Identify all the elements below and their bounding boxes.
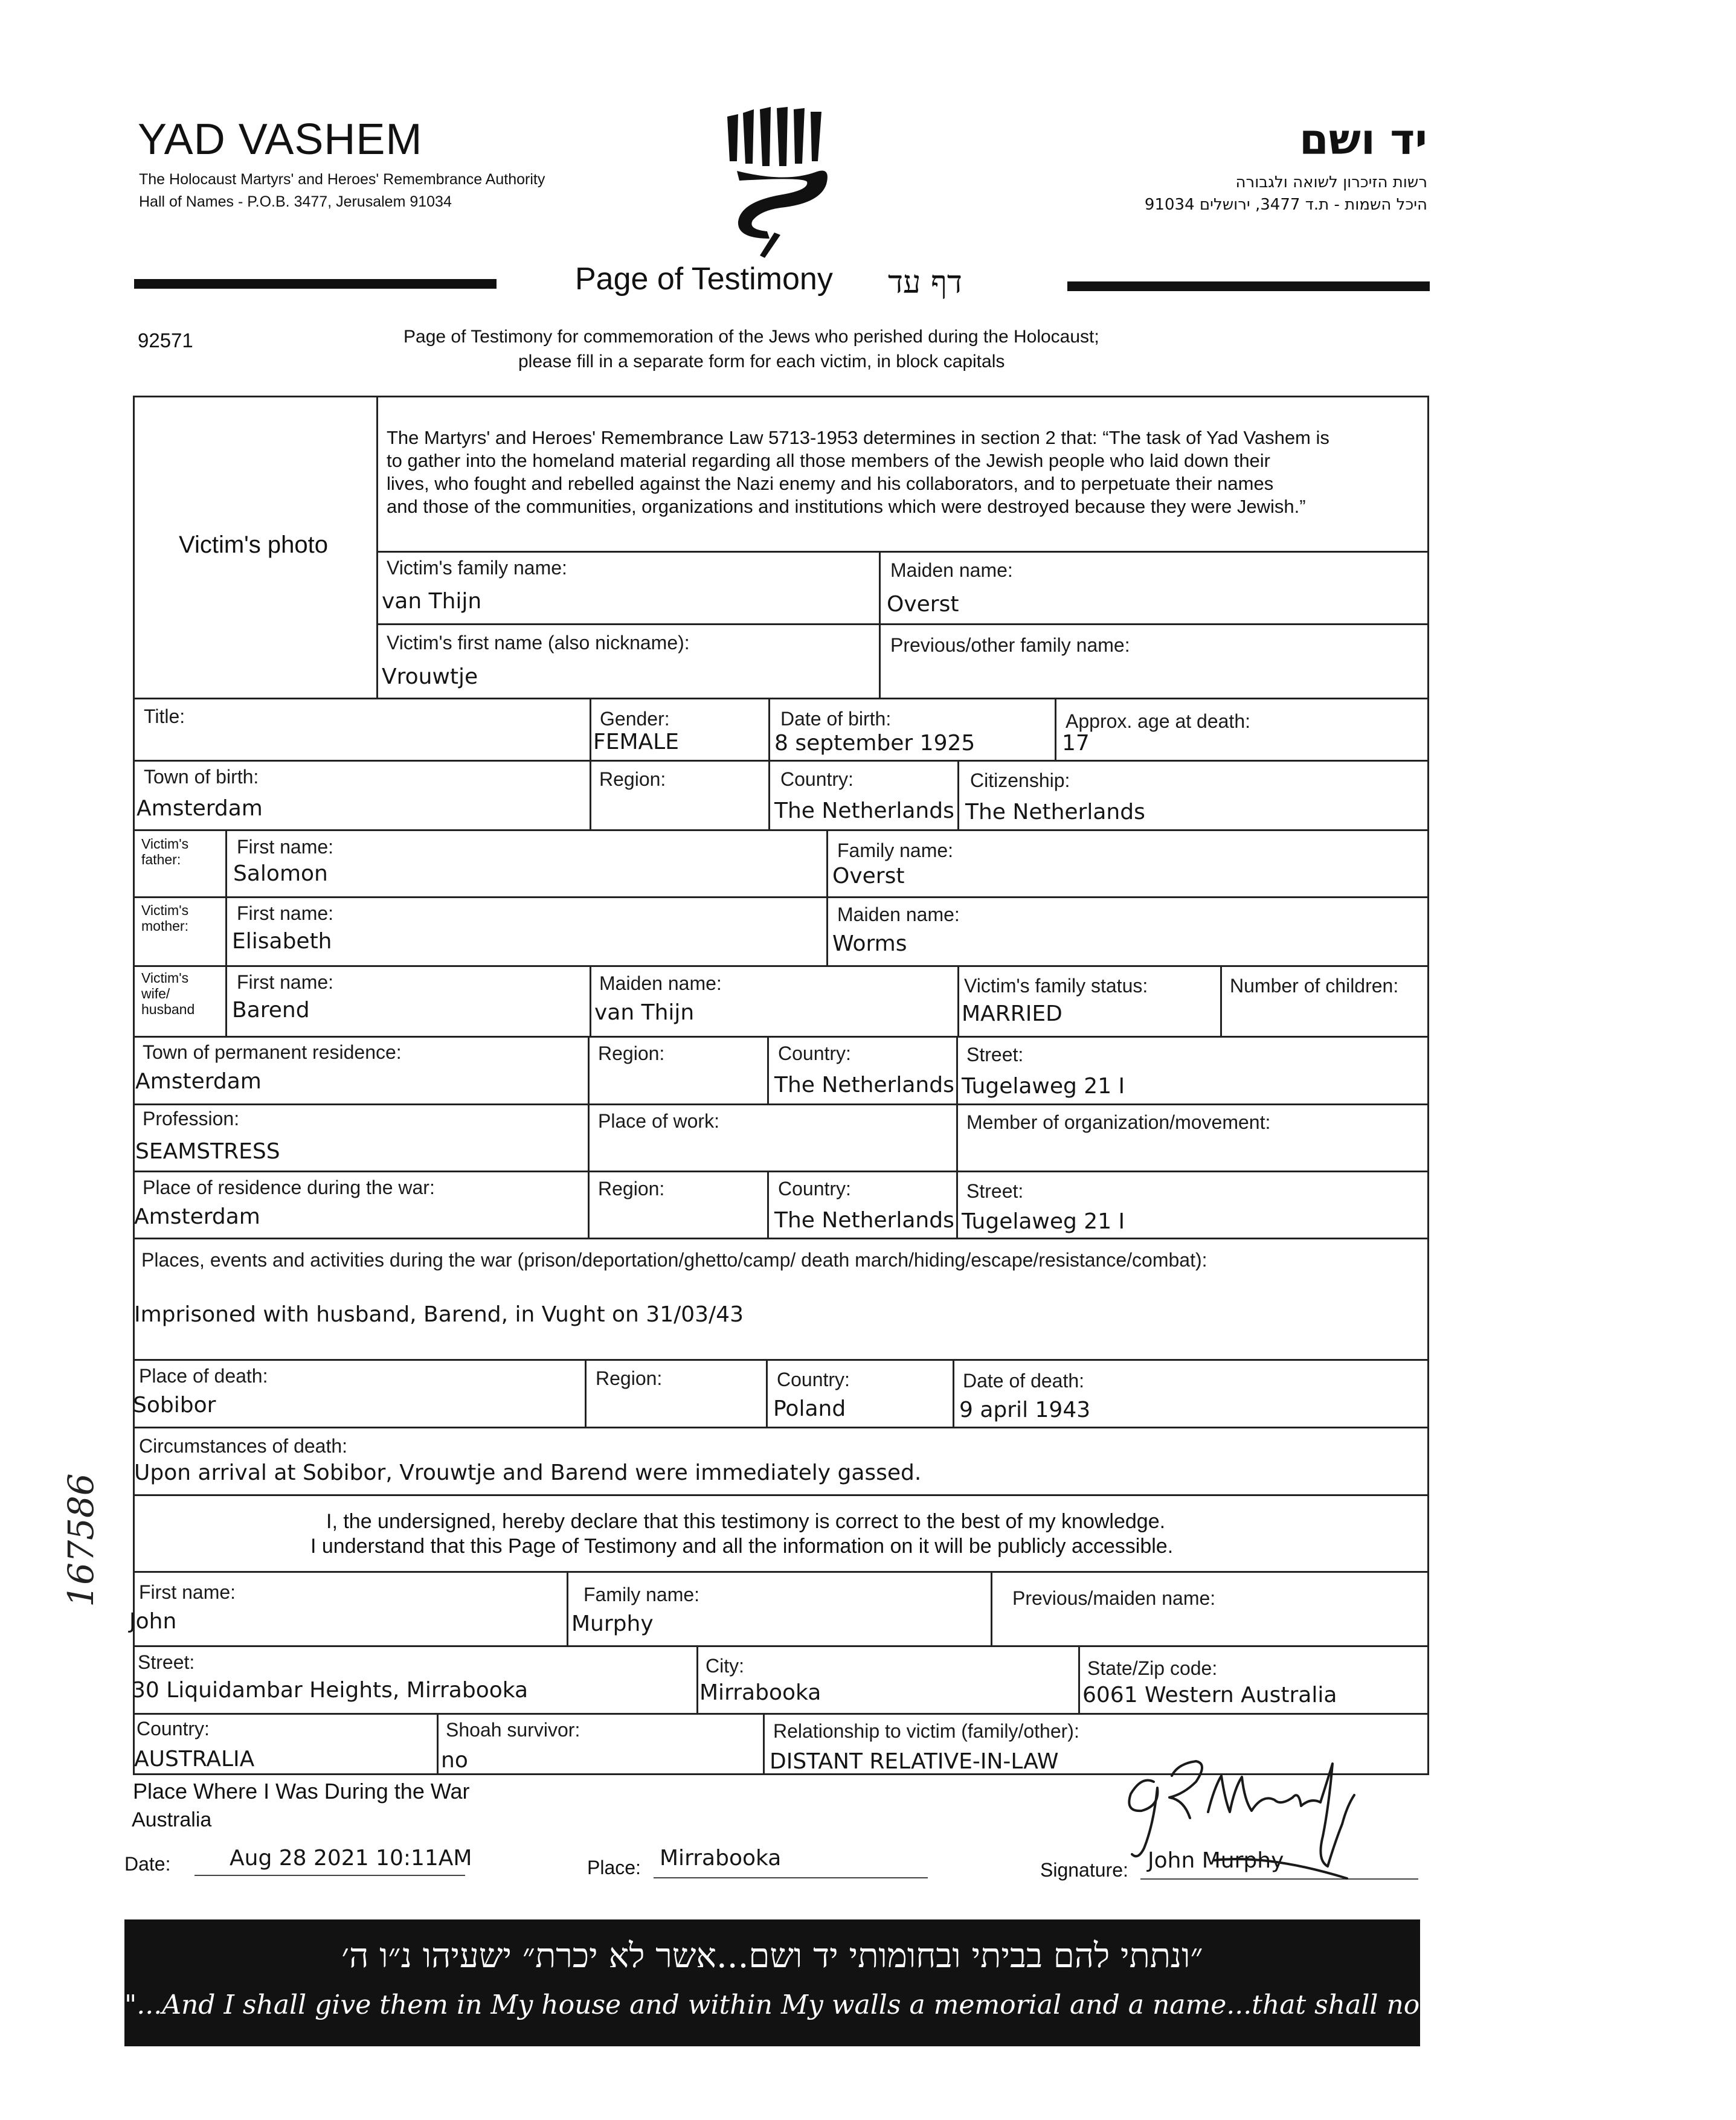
submitter-family-name: Murphy [571, 1611, 654, 1636]
war-street: Tugelaweg 21 I [962, 1209, 1125, 1234]
handwritten-signature [1117, 1739, 1371, 1897]
date-value: Aug 28 2021 10:11AM [230, 1846, 472, 1871]
place-of-death-label: Place of death: [139, 1365, 268, 1387]
place-value: Mirrabooka [660, 1846, 782, 1871]
title-rule-left [134, 279, 497, 289]
father-first-name: Salomon [233, 861, 328, 886]
submitter-street: 30 Liquidambar Heights, Mirrabooka [132, 1678, 529, 1703]
date-of-death: 9 april 1943 [959, 1398, 1091, 1422]
profession: SEAMSTRESS [135, 1139, 280, 1164]
quote-english: "...And I shall give them in My house and within My walls a memorial and a name...that shall not be cut off" Isaiah 56:5 [124, 1990, 1736, 2020]
birth-country: The Netherlands [774, 798, 954, 823]
page-title-en: Page of Testimony [575, 262, 833, 297]
law-text-line: The Martyrs' and Heroes' Remembrance Law 5713-1953 determines in section 2 that: “The task of Yad Vashem is [387, 427, 1329, 448]
address-he: היכל השמות - ת.ד 3477, ירושלים 91034 [1144, 196, 1427, 214]
mother-row-label: Victim's mother: [141, 902, 189, 934]
number-of-children-label: Number of children: [1230, 975, 1399, 997]
age-at-death: 17 [1062, 731, 1090, 756]
signature-name: John Murphy [1148, 1848, 1284, 1873]
father-family-name: Overst [832, 864, 905, 888]
victim-family-name: van Thijn [382, 589, 482, 614]
residence-country: The Netherlands [774, 1073, 954, 1097]
citizenship: The Netherlands [965, 800, 1145, 824]
submitter-country: AUSTRALIA [134, 1747, 255, 1771]
gender-value: FEMALE [593, 730, 679, 754]
war-events-label: Places, events and activities during the war (prison/deportation/ghetto/camp/ death march/hiding/escape/resistance/combat): [141, 1249, 1207, 1271]
gender-label: Gender: [600, 708, 670, 730]
victim-first-name-label: Victim's first name (also nickname): [387, 632, 690, 654]
father-row-label: Victim's father: [141, 836, 189, 867]
shoah-survivor: no [441, 1748, 468, 1773]
residence-street-label: Street: [966, 1044, 1024, 1065]
victim-photo-label: Victim's photo [179, 532, 329, 558]
law-text [387, 426, 1423, 518]
title-rule-right [1067, 281, 1430, 291]
mother-maiden-name-label: Maiden name: [837, 904, 960, 925]
circumstances-of-death: Upon arrival at Sobibor, Vrouwtje and Barend were immediately gassed. [134, 1460, 922, 1485]
date-of-birth: 8 september 1925 [774, 731, 976, 756]
org-name-he: יד ושם [1299, 115, 1427, 164]
date-of-death-label: Date of death: [963, 1370, 1085, 1392]
shoah-survivor-label: Shoah survivor: [446, 1719, 580, 1741]
birth-region-label: Region: [599, 768, 666, 790]
mother-first-name-label: First name: [237, 902, 334, 924]
organization-membership-label: Member of organization/movement: [966, 1111, 1271, 1133]
spouse-first-name-label: First name: [237, 971, 334, 993]
address-en: Hall of Names - P.O.B. 3477, Jerusalem 91034 [139, 193, 452, 210]
submitter-country-label: Country: [137, 1718, 210, 1739]
father-family-name-label: Family name: [837, 840, 954, 861]
residence-street: Tugelaweg 21 I [962, 1074, 1125, 1099]
spouse-maiden-name: van Thijn [594, 1000, 695, 1025]
war-country: The Netherlands [774, 1208, 954, 1233]
quote-hebrew: ״ונתתי להם בביתי ובחומותי יד ושם...אשר לא יכרת״ ישעיהו נ״ו ה׳ [341, 1936, 1203, 1976]
permanent-residence-town: Amsterdam [135, 1069, 262, 1094]
submitter-city: Mirrabooka [699, 1680, 821, 1705]
birth-country-label: Country: [780, 768, 854, 790]
family-status: MARRIED [962, 1001, 1062, 1026]
death-country-label: Country: [777, 1369, 850, 1390]
subtitle-line-1: Page of Testimony for commemoration of the Jews who perished during the Holocaust; [403, 327, 1099, 347]
age-at-death-label: Approx. age at death: [1066, 710, 1250, 732]
father-first-name-label: First name: [237, 836, 334, 858]
authority-name-he: רשות הזיכרון לשואה ולגבורה [1235, 173, 1427, 191]
form-number: 92571 [138, 329, 193, 352]
place-of-work-label: Place of work: [598, 1110, 719, 1132]
law-text-line: to gather into the homeland material regarding all those members of the Jewish people who laid down their [387, 450, 1271, 471]
date-of-birth-label: Date of birth: [780, 708, 892, 730]
yad-vashem-logo [725, 106, 834, 260]
authority-name-en: The Holocaust Martyrs' and Heroes' Remembrance Authority [139, 171, 545, 188]
war-residence-label: Place of residence during the war: [143, 1177, 435, 1198]
war-place: Australia [132, 1808, 212, 1831]
mother-maiden-name: Worms [832, 931, 907, 956]
law-text-line: and those of the communities, organizations and institutions which were destroyed because they were Jewish.” [387, 496, 1306, 517]
org-name-en: YAD VASHEM [138, 115, 423, 164]
death-region-label: Region: [596, 1367, 663, 1389]
date-underline [194, 1875, 465, 1876]
relationship: DISTANT RELATIVE-IN-LAW [770, 1749, 1059, 1774]
declaration-line-1: I, the undersigned, hereby declare that this testimony is correct to the best of my knowledge. [326, 1510, 1166, 1533]
victim-first-name: Vrouwtje [382, 664, 478, 689]
war-region-label: Region: [598, 1178, 665, 1200]
declaration-line-2: I understand that this Page of Testimony and all the information on it will be publicly accessible. [310, 1535, 1174, 1558]
family-status-label: Victim's family status: [964, 975, 1148, 997]
submitter-first-name: John [129, 1609, 177, 1634]
war-place-label: Place Where I Was During the War [133, 1779, 470, 1804]
maiden-name: Overst [887, 592, 959, 617]
maiden-name-label: Maiden name: [890, 559, 1013, 581]
submitter-previous-name-label: Previous/maiden name: [1012, 1587, 1216, 1609]
law-text-line: lives, who fought and rebelled against the Nazi enemy and his collaborators, and to perpetuate their names [387, 473, 1274, 494]
citizenship-label: Citizenship: [970, 769, 1070, 791]
spouse-maiden-name-label: Maiden name: [599, 972, 722, 994]
circumstances-label: Circumstances of death: [139, 1435, 348, 1457]
town-of-birth-label: Town of birth: [144, 766, 259, 788]
place-underline [654, 1877, 928, 1878]
residence-country-label: Country: [778, 1042, 851, 1064]
margin-handwritten-number: 167586 [60, 1473, 101, 1607]
war-country-label: Country: [778, 1178, 851, 1200]
footer-quote-banner [124, 1919, 1736, 2046]
place-of-death: Sobibor [133, 1393, 216, 1418]
relationship-label: Relationship to victim (family/other): [773, 1720, 1079, 1742]
spouse-first-name: Barend [232, 998, 310, 1023]
title-label: Title: [144, 705, 185, 727]
war-residence-town: Amsterdam [134, 1204, 260, 1229]
submitter-state-label: State/Zip code: [1087, 1657, 1218, 1679]
previous-family-name-label: Previous/other family name: [890, 634, 1130, 656]
submitter-family-name-label: Family name: [583, 1584, 700, 1605]
spouse-row-label: Victim's wife/ husband [141, 970, 195, 1017]
submitter-state: 6061 Western Australia [1082, 1683, 1337, 1707]
mother-first-name: Elisabeth [232, 929, 332, 954]
signature-label: Signature: [1040, 1859, 1128, 1881]
residence-region-label: Region: [598, 1042, 665, 1064]
town-of-birth: Amsterdam [137, 796, 263, 821]
war-events-text: Imprisoned with husband, Barend, in Vught on 31/03/43 [134, 1302, 744, 1327]
date-label: Date: [124, 1853, 171, 1875]
death-country: Poland [773, 1396, 846, 1421]
war-street-label: Street: [966, 1180, 1024, 1202]
submitter-street-label: Street: [138, 1651, 195, 1673]
subtitle-line-2: please fill in a separate form for each victim, in block capitals [518, 352, 1005, 371]
victim-family-name-label: Victim's family name: [387, 557, 567, 579]
submitter-city-label: City: [706, 1655, 744, 1677]
profession-label: Profession: [143, 1108, 240, 1129]
permanent-residence-label: Town of permanent residence: [143, 1041, 402, 1063]
page-title-he: דף עד [888, 265, 962, 301]
place-label: Place: [587, 1857, 641, 1878]
submitter-first-name-label: First name: [139, 1581, 236, 1603]
